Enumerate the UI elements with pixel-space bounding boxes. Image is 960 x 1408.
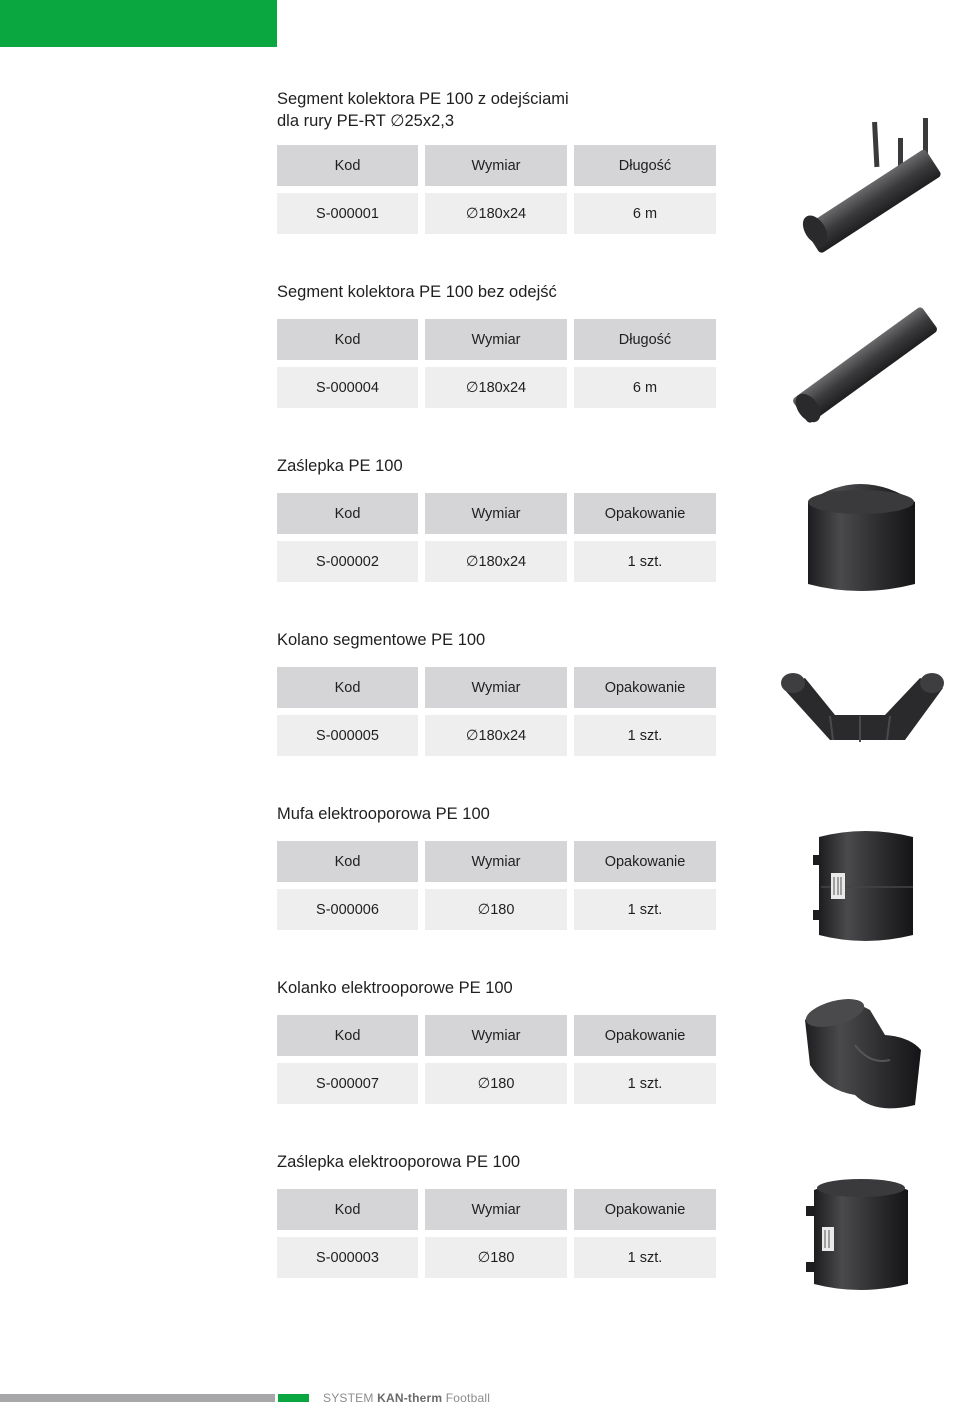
product-title-line: Zaślepka PE 100 [277, 457, 403, 475]
cell-code: S-000003 [277, 1237, 418, 1278]
header-kod: Kod [277, 841, 418, 882]
spec-table [277, 1189, 716, 1278]
cell-length: 6 m [574, 193, 716, 234]
collector-with-outlets-image [775, 110, 950, 260]
electrofusion-coupler-image [805, 825, 930, 950]
product-title-line: dla rury PE-RT ∅25x2,3 [277, 112, 455, 130]
spec-table [277, 319, 716, 408]
product-title [277, 1151, 717, 1173]
table-row [277, 889, 716, 930]
table-row [277, 1063, 716, 1104]
cell-code: S-000005 [277, 715, 418, 756]
product-title-line: Kolano segmentowe PE 100 [277, 631, 486, 649]
table-row [277, 193, 716, 234]
header-wymiar: Wymiar [425, 319, 567, 360]
header-kod: Kod [277, 493, 418, 534]
cell-dimension: ∅180 [425, 1237, 567, 1278]
header-opakowanie: Opakowanie [574, 1189, 716, 1230]
footer-brand: KAN-therm [377, 1391, 443, 1405]
cell-code: S-000002 [277, 541, 418, 582]
cell-packaging: 1 szt. [574, 1063, 716, 1104]
footer-prefix: SYSTEM [323, 1391, 374, 1405]
spec-table [277, 667, 716, 756]
table-row [277, 367, 716, 408]
header-wymiar: Wymiar [425, 145, 567, 186]
spec-table [277, 1015, 716, 1104]
product-title-line: Mufa elektrooporowa PE 100 [277, 805, 490, 823]
table-header-row [277, 667, 716, 708]
spec-table [277, 145, 716, 234]
product-title [277, 88, 717, 132]
product-title [277, 455, 717, 477]
header-dlugosc: Długość [574, 145, 716, 186]
cell-dimension: ∅180x24 [425, 715, 567, 756]
footer-brand-text [323, 1391, 490, 1405]
spec-table [277, 493, 716, 582]
cell-code: S-000006 [277, 889, 418, 930]
product-title-line: Zaślepka elektrooporowa PE 100 [277, 1153, 521, 1171]
header-wymiar: Wymiar [425, 1015, 567, 1056]
product-section-collector-without-outlets [277, 281, 717, 396]
product-title-line: Segment kolektora PE 100 bez odejść [277, 283, 557, 301]
table-header-row [277, 1015, 716, 1056]
cell-packaging: 1 szt. [574, 541, 716, 582]
product-title-line: Kolanko elektrooporowe PE 100 [277, 979, 513, 997]
collector-pipe-image [770, 290, 950, 440]
header-opakowanie: Opakowanie [574, 1015, 716, 1056]
table-header-row [277, 319, 716, 360]
cell-code: S-000007 [277, 1063, 418, 1104]
header-kod: Kod [277, 145, 418, 186]
header-opakowanie: Opakowanie [574, 667, 716, 708]
header-kod: Kod [277, 1015, 418, 1056]
product-title [277, 629, 717, 651]
cell-packaging: 1 szt. [574, 889, 716, 930]
header-kod: Kod [277, 667, 418, 708]
spec-table [277, 841, 716, 930]
header-kod: Kod [277, 1189, 418, 1230]
product-section-electrofusion-end-cap [277, 1151, 717, 1266]
product-section-end-cap [277, 455, 717, 570]
footer-suffix: Football [445, 1391, 491, 1405]
electrofusion-end-cap-image [800, 1172, 925, 1297]
product-section-collector-with-outlets [277, 88, 717, 222]
table-row [277, 541, 716, 582]
header-wymiar: Wymiar [425, 667, 567, 708]
table-row [277, 1237, 716, 1278]
cell-code: S-000004 [277, 367, 418, 408]
table-header-row [277, 493, 716, 534]
cell-dimension: ∅180 [425, 1063, 567, 1104]
product-title [277, 803, 717, 825]
cell-dimension: ∅180 [425, 889, 567, 930]
electrofusion-elbow-image [795, 995, 930, 1115]
segment-elbow-image [775, 660, 950, 760]
cell-code: S-000001 [277, 193, 418, 234]
product-title [277, 281, 717, 303]
header-wymiar: Wymiar [425, 841, 567, 882]
table-header-row [277, 841, 716, 882]
cell-dimension: ∅180x24 [425, 367, 567, 408]
product-title [277, 977, 717, 999]
cell-packaging: 1 szt. [574, 1237, 716, 1278]
end-cap-image [800, 472, 925, 602]
table-row [277, 715, 716, 756]
footer-gray-bar [0, 1394, 275, 1402]
footer-green-bar [278, 1394, 309, 1402]
product-section-electrofusion-elbow [277, 977, 717, 1092]
header-wymiar: Wymiar [425, 493, 567, 534]
header-dlugosc: Długość [574, 319, 716, 360]
table-header-row [277, 145, 716, 186]
cell-length: 6 m [574, 367, 716, 408]
brand-color-bar [0, 0, 277, 47]
header-kod: Kod [277, 319, 418, 360]
product-section-segment-elbow [277, 629, 717, 744]
product-section-electrofusion-coupler [277, 803, 717, 918]
header-opakowanie: Opakowanie [574, 841, 716, 882]
table-header-row [277, 1189, 716, 1230]
header-opakowanie: Opakowanie [574, 493, 716, 534]
product-title-line: Segment kolektora PE 100 z odejściami [277, 90, 569, 108]
cell-packaging: 1 szt. [574, 715, 716, 756]
cell-dimension: ∅180x24 [425, 193, 567, 234]
header-wymiar: Wymiar [425, 1189, 567, 1230]
cell-dimension: ∅180x24 [425, 541, 567, 582]
